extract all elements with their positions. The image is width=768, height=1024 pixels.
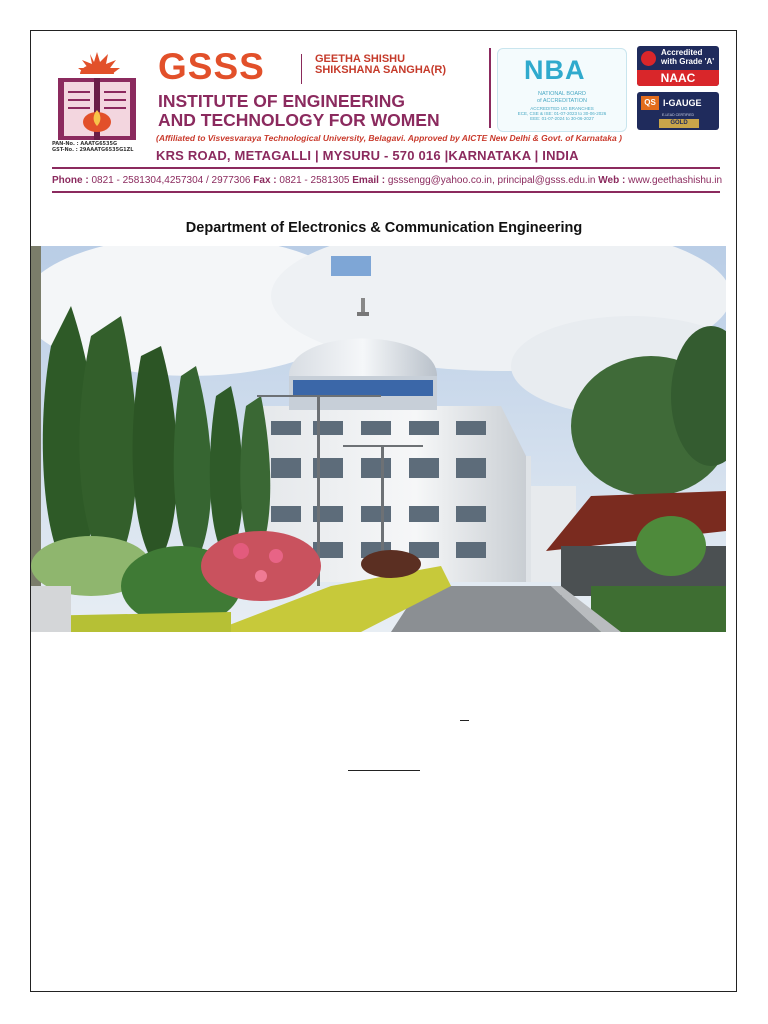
qs-logo: QS (641, 96, 659, 110)
department-title: Department of Electronics & Communication Engineering (185, 220, 583, 236)
email-value: gsssengg@yahoo.co.in, principal@gsss.edu.in (387, 175, 596, 186)
institute-title-line1: INSTITUTE OF ENGINEERING (158, 91, 405, 111)
institute-title (158, 92, 440, 130)
society-name-line1: GEETHA SHISHU (315, 53, 406, 65)
pan-number: PAN-No. : AAATG6535G (52, 141, 118, 147)
naac-badge (637, 46, 719, 86)
header-rule-bottom (52, 191, 720, 193)
nba-subtitle-line2: of ACCREDITATION (537, 97, 587, 104)
address-line: KRS ROAD, METAGALLI | MYSURU - 570 016 |KARNATAKA | INDIA (156, 148, 579, 163)
web-label: Web : (598, 175, 626, 186)
gst-number: GST-No. : 29AAATG6535G1ZL (52, 147, 134, 153)
igauge-small-text: E-LEAD CERTIFIED (661, 113, 695, 117)
fax-value: 0821 - 2581305 (279, 175, 350, 186)
fax-label: Fax : (253, 175, 277, 186)
naac-acc-line1: Accredited (661, 48, 703, 57)
naac-accreditation (661, 48, 714, 66)
society-name-line2: SHIKSHANA SANGHA(R) (315, 64, 446, 76)
brand-divider (301, 54, 302, 84)
naac-seal-icon (641, 51, 656, 66)
phone-label: Phone : (52, 175, 89, 186)
nba-acc-line2: ECE, CSE & ISE: 01-07-2023 to 30-06-2026 (517, 111, 607, 116)
nba-subtitle-line1: NATIONAL BOARD (538, 91, 586, 97)
naac-label: NAAC (637, 70, 719, 86)
igauge-label: I-GAUGE (663, 98, 702, 108)
igauge-badge (637, 92, 719, 130)
nba-acc-line1: ACCREDITED UG BRANCHES (530, 106, 594, 111)
nba-accreditation-details (502, 106, 622, 121)
web-value: www.geethashishu.in (628, 175, 723, 186)
nba-acc-line3: EEE: 01-07-2024 to 30-06-2027 (530, 116, 594, 121)
college-emblem-icon (52, 48, 142, 148)
campus-building-photo (31, 246, 726, 632)
short-rule (460, 720, 469, 721)
affiliation-line: (Affiliated to Visvesvaraya Technological University, Belagavi. Approved by AICTE New Delhi & Govt. of Karnataka ) (156, 133, 622, 143)
header-vertical-divider (489, 48, 491, 128)
nba-subtitle (502, 91, 622, 104)
contact-line (52, 175, 722, 186)
igauge-gold-label: GOLD (659, 119, 699, 128)
institute-title-line2: AND TECHNOLOGY FOR WOMEN (158, 110, 440, 130)
brand-name: GSSS (158, 46, 265, 87)
header-rule-top (52, 167, 720, 169)
email-label: Email : (352, 175, 386, 186)
society-name (315, 54, 446, 76)
naac-acc-line2: with Grade 'A' (661, 57, 715, 66)
phone-value: 0821 - 2581304,4257304 / 2977306 (91, 175, 251, 186)
pan-gst-numbers (52, 141, 133, 153)
signature-rule (348, 770, 420, 771)
nba-logo: NBA (524, 55, 586, 85)
nba-badge (497, 48, 627, 132)
letterhead (52, 44, 723, 196)
